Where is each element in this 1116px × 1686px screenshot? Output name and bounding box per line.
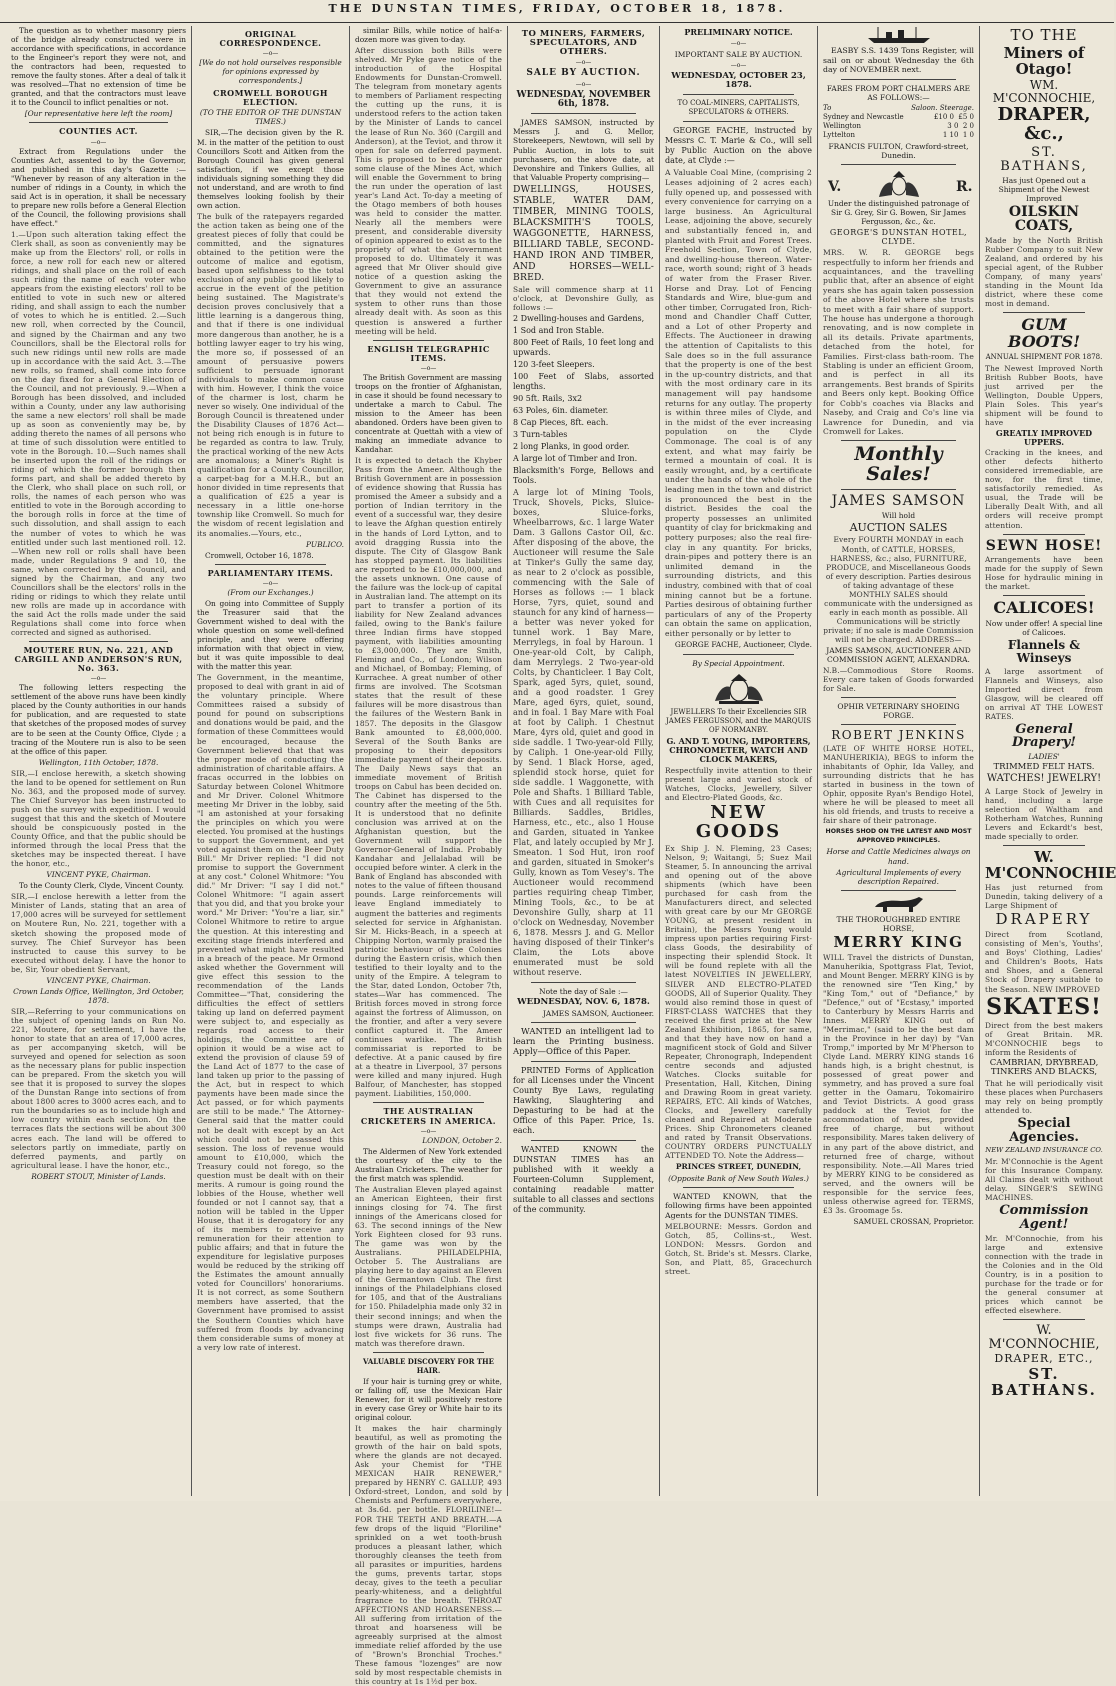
special-appointment: By Special Appointment. <box>692 658 785 668</box>
hair-body: If your hair is turning grey or white, or falling off, use the Mexican Hair Renewer, for it will positively restore in every case Grey or White hair to its original colour. <box>355 1376 502 1422</box>
thoroughbred: THE THOROUGHBRED ENTIRE HORSE, <box>836 914 961 933</box>
fache-body: GEORGE FACHE, instructed by Messrs C. T. Marie & Co., will sell by Public Auction on the above date, at Clyde :— <box>665 126 812 166</box>
draper-title: DRAPER, &c., <box>997 104 1091 145</box>
special-agencies: Special Agencies. <box>1009 1115 1079 1145</box>
gum-boots: GUM BOOTS! <box>1007 315 1081 352</box>
bridge-paragraph: The question as to whether masonry piers of the bridge already constructed were in accordance with specifications, in accordance to the Engineer's report they were not, and the contractors had been, requested to remove the faulty stones. After a deal of talk it was resolved—That no extension of time be granted, and that the contractors must leave it to the Council to inflict penalties or not. <box>11 26 186 108</box>
princes-street: PRINCES STREET, DUNEDIN, <box>675 1162 802 1172</box>
letter3-sign: ROBERT STOUT, Minister of Lands. <box>31 1171 166 1181</box>
miners-heading: TO MINERS, FARMERS, SPECULATORS, AND OTHERS. <box>521 29 646 58</box>
nz-insurance: NEW ZEALAND INSURANCE CO. <box>985 1146 1103 1155</box>
young-text: Respectfully invite attention to their present large and varied stock of Watches, Clocks, Jewellery, Silver and Electro-Plated Goods, &c. <box>665 765 812 802</box>
skates: SKATES! <box>986 993 1102 1020</box>
sale-caps: DWELLINGS, HOUSES, STABLE, WATER DAM, TIMBER, MINING TOOLS, BLACKSMITH'S TOOLS, WAGGONETTE, HARNESS, BILLIARD TABLE, SECOND-HAND IRON AND TIMBER, AND HORSES—WELL-BRED. <box>513 183 654 283</box>
masthead <box>0 0 1114 23</box>
letter1-text: SIR,—I enclose herewith, a sketch showing the land to be opened for settlement on Run No. 363, and the proposed mode of survey. The Chief Surveyor has been instructed to push on the survey with expedition. I would suggest that this and the sketch of Moutere should be conspicuously posted in the County Office, and that the public should be informed through the local Press that the sketches may be inspected thereat. I have the honor, etc., <box>11 768 186 869</box>
miners-of-otago: Miners of Otago! <box>1003 43 1085 78</box>
new-goods: NEW GOODS <box>695 802 782 842</box>
sale5-date: WEDNESDAY, OCTOBER 23, 1878. <box>671 71 806 91</box>
letter1-sign: VINCENT PYKE, Chairman. <box>46 870 151 880</box>
table-row: Wellington 3 0 2 0 <box>823 121 974 130</box>
flannels: Flannels & Winseys <box>1007 638 1081 665</box>
bank-note: (Opposite Bank of New South Wales.) <box>668 1173 809 1183</box>
gt-young: G. AND T. YOUNG, IMPORTERS, CHRONOMETER, WATCH AND CLOCK MAKERS, <box>666 735 811 764</box>
improved-uppers: GREATLY IMPROVED UPPERS. <box>995 428 1093 447</box>
letter2-sign: VINCENT PYKE, Chairman. <box>46 975 151 985</box>
to-clerk: To the County Clerk, Clyde, Vincent County. <box>19 881 184 891</box>
list-item: 2 long Planks, in good order. <box>513 441 630 451</box>
js-name: JAMES SAMSON <box>831 493 966 510</box>
bills-lead: similar Bills, while notice of half-a-dozen more was given to-day. <box>355 26 502 45</box>
cambrian: CAMBRIAN, DRYBREAD, TINKERS AND BLACKS, <box>989 1057 1099 1077</box>
rep-note: [Our representative here left the room] <box>24 109 173 119</box>
calicoes: CALICOES! <box>993 598 1095 618</box>
wm-mconnochie: WM. M'CONNOCHIE, <box>992 78 1096 105</box>
auction-text: Every FOURTH MONDAY in each Month, of CATTLE, HORSES, HARNESS, &c.; also, FURNITURE, PRODUCE, and Miscellaneous Goods of every description. Parties desirous of taking advantage of these MONTHLY SALES should communicate with the undersigned as early in each month as possible. All Communications will be strictly private; if no sale is made Commission will not be charged. ADDRESS— <box>823 535 974 644</box>
column-2: ORIGINAL CORRESPONDENCE. —o— [We do not hold ourselves responsible for opinions expressed by correspondents.] CROMWELL BOROUGH ELECTION. (TO THE EDITOR OF THE DUNSTAN TIMES.) SIR,—The decision given by the R. M. in the matter of the petition to oust Councillors Scott and Aitken from the Borough Council has given general satisfaction, if we except those individuals signing something they did not understand, and are wroth to find themselves looking foolish by their own action. The bulk of the ratepayers regarded the action taken as being one of the greatest pieces of folly that could be committed, and the signatures obtained to the petition were the outcome of malice and egotism, based upon selfishness to the total exclusion of any public good likely to accrue in the event of the petition being sustained. The Magistrate's decision proves conclusively that a little learning is a dangerous thing, and that if there is one individual more dangerous than another, he is a bottling lawyer eager to try his wing, the more so, if possessed of an amount of persuasive powers sufficient to persuade ignorant individuals to make common cause with him. However, I think the voice of the charmer is lost, charm he never so wisely. One individual of the Borough Council is threatened under the Disability Clauses of 1876 Act—not being rich enough is in future to be regarded as contra to law. Truly, the practical working of the new Acts are anomalous; a Miner's Right is qualification for a County Councillor, a carpet-bag for a M.H.R., but an honor divided in time represents that a qualification of £25 a year is necessary in a little one-horse township like Cromwell. So much for the wisdom of recent legislation and its anomalies.—Yours, etc., PUBLICO. Cromwell, October 16, 1878. PARLIAMENTARY ITEMS. —o— (From our Exchanges.) On going into Committee of Supply the Treasurer said that the Government wished to deal with the whole question on some well-defined principle, and they were offering information with that object in view, but it was quite impossible to deal with the matter this year. The Government, in the meantime, proposed to deal with grant in aid of the voluntary principle. Where Committees raised a subsidy of pound for pound on subscriptions and donations would be paid, and the formation of these Committees would be encouraged, because the Government believed that that was the proper mode of conducting the administration of charitable affairs. A fracas occurred in the lobbies on Saturday between Colonel Whitmore and Mr Driver. Colonel Whitmore meeting Mr Driver in the lobby, said "I am astonished at your forsaking the principles on which you were elected. You promised at the hustings to support the Government, and yet voted against them on the Beer Duty Bill." Mr Driver replied: "I did not promise to support the Government at any cost." Colonel Whitmore: "You did." Mr Driver: "I say I did not." Colonel Whitmore: "I again assert that you did, and that you broke your word." Mr Driver: "You're a liar, sir." Colonel Whitmore to retire to argue the question. At this interesting and exciting stage friends interfered and prevented what might have resulted in a breach of the peace. Mr Ormond asked whether the Government will give effect this session to the recommendation of the Lands Committee—"That, considering the difficulties the effect of settlers taking up land on deferred payment were subject to, and especially as regards road access to their holdings, the Committee are of opinion it would be a wise act to extend the provision of clause 59 of the Land Act of 1877 to the case of land taken up prior to the passing of the Act, but in respect to which payments have been made since the Act passed, or for which payments are still to be made." The Attorney-General said that the matter could not be dealt with except by an Act which could not be passed this session. The loss of revenue would amount to £10,000, which the Treasury could not forego, so the question must be dealt with on their merits. A rumour is going round the lobbies of the House, whether well founded or not I cannot say, that a notion will be tabled in the Upper House, that it is derogatory for any of its members to receive any remuneration for their attention to public affairs; and that in future the expenditure for legislative purposes would be reduced by the striking off the Estimates the amount annually voted for Councillors' honorariums. It is not correct, as some Southern members have asserted, that the Government have promised to assist the Southern Counties which have suffered from floods by advancing them considerable sums of money at a very low rate of interest. <box>192 26 350 1496</box>
parliament-heading: PARLIAMENTARY ITEMS. <box>207 567 334 578</box>
ophir-forge: OPHIR VETERINARY SHOEING FORGE. <box>837 702 960 721</box>
drapery: DRAPERY <box>995 910 1093 929</box>
counties-body: Extract from Regulations under the Counties Act, assented to by the Governor, and published in this day's Gazette :— "Whenever by reason of any alteration in the number of ridings in a County, in which the said Act is in operation, it shall be necessary to prepare new rolls before a General Election of the Council, the following provisions shall have effect." <box>11 146 186 228</box>
jewellers: JEWELLERS To their Excellencies SIR JAMES FERGUSSON, and the MARQUIS OF NORMANBY. <box>666 707 811 734</box>
hotel-patronage: Under the distinguished patronage of Sir G. Grey, Sir G. Bowen, Sir James Fergusson, &c., &c. <box>827 198 970 227</box>
fulton: FRANCIS FULTON, Crawford-street, Dunedin. <box>828 141 969 160</box>
steamship-icon <box>864 26 934 44</box>
agents-text: MELBOURNE: Messrs. Gordon and Gotch, 85, Collins-st., West. LONDON: Messrs. Gordon and Gotch, St. Bride's st. Messrs. Clarke, Son, and Platt, 85, Gracechurch street. <box>665 1222 812 1277</box>
important-sale: IMPORTANT SALE BY AUCTION. <box>674 50 803 60</box>
fares-table: To Saloon. Steerage. Sydney and Newcastle £10 0 £5 0 Wellington 3 0 2 0 Lyttelton 1 10 1 0 <box>823 103 974 139</box>
telegraphic-text: It is expected to detach the Khyber Pass from the Ameer. Although the British Government are in possession of evidence showing that Russia has promised the Ameer a subsidy and a portion of Indian territory in the event of a successful war, they desire to leave the Afghan question entirely in the hands of Lord Lytton, and to avoid dragging Russia into the dispute. The City of Glasgow Bank has stopped payment. Its liabilities are reported to be £10,000,000, and the assets unknown. One cause of the failure was the lock-up of capital in Australian land. The attempt on its part to transfer a portion of its liability for New Zealand advances failed, owing to the Bank's failure three Indian firms have stopped payment, with liabilities amounting to £3,000,000. They are Smith, Fleming and Co., of London; Wilson and Michael, of Bombay; Fleming, of Kurrachee. A great number of other firms are involved. The Scotsman states that the result of these failures will be more disastrous than the failures of the Western Bank in 1857. The deposits in the Glasgow Bank amounted to £8,000,000. Several of the South Banks are proposing to their depositors immediate payment of their deposits. The Daily News says that an immediate movement of British troops on Cabul has been decided on. The Cabinet has dispersed to the country after the meeting of the 5th. It is understood that no definite conclusion was arrived at on the Afghanistan question, but the Government will support the Governor-General of India. Probably Kandahar and Jellalabad will be occupied before winter. A clerk in the Bank of England has absconded with notes to the value of fifteen thousand pounds. Large reinforcements will leave England immediately to augment the batteries and regiments selected for service in Afghanistan. Sir M. Hicks-Beach, in a speech at Chipping Norton, warmly praised the patriotic behaviour of the Colonies during the Eastern crisis, which then testified to their loyalty and to the unity of the Empire. A telegram to the Star, dated London, October 7th, states—War has commenced. The British forces moved in strong force against the fortress of Alimusson, on the frontier, and after a very severe conflict captured it. The Ameer continues warlike. The British commissariat is reported to be defective. At a panic caused by fire at a theatre in Liverpool, 37 persons were killed and many injured. Hugh Balfour, of Manchester, has stopped payment. Liabilities, 150,000. <box>355 456 502 1099</box>
sale-body: JAMES SAMSON, instructed by Messrs J. and G. Mellor, Storekeepers, Newtown, will sell by Public Auction, in lots to suit purchasers, on the above date, at Devonshire and Tinkers Gullies, all that Valuable Property comprising— <box>513 118 654 182</box>
counties-text: 1.—Upon such alteration taking effect the Clerk shall, as soon as conveniently may be make up from the Electors' roll, or rolls in force, a new roll for each new or altered ridings, and shall place on the roll of each such riding the name of each voter who appears from the existing electors' roll to be entitled to vote in such new or altered riding, and shall assign to each the number of votes to which he is entitled. 2.—Such new roll, when corrected by the Council, and signed by the Chairman and any two Councillors, shall be the Electoral rolls for such new ridings until new rolls are made up in accordance with the said Act. 3.—The new rolls, so framed, shall come into force on the day fixed for a General Election of the Council, and not previously. 9.—When a Borough has been dissolved, and included within a County, under any law authorising the same a new electors' roll shall be made up as soon as conveniently may be, by adding thereto the names of all persons who at time of such dissolution were entitled to vote in the Borough. 10.—Such names shall be inserted upon the roll of the ridings or riding of which the former borough then forms part, and shall be added thereto by the Clerk, who shall place on such roll, or rolls, the names of each person who was entitled to vote in the Borough according to the borough rolls in force at the time of such dissolution, and shall assign to each the number of votes to which he was entitled under such last mentioned roll. 12.—When new roll or rolls shall have been made, under Regulations 9 and 10, the same, when corrected by the Council, and signed by the Chairman, and any two Councillors shall be the electors' rolls in the riding or ridings to which they relate until new rolls are made up in accordance with the said Act the rolls made under the said Regulations shall come into force when corrected and signed as authorised. <box>11 229 186 638</box>
coal-miners-heading: TO COAL-MINERS, CAPITALISTS, SPECULATORS & OTHERS. <box>677 99 800 117</box>
list-item: 800 Feet of Rails, 10 feet long and upwards. <box>513 337 654 357</box>
horse-icon <box>869 895 929 913</box>
cromwell-sign: PUBLICO. <box>306 539 344 549</box>
hotel-text: MRS. W. R. GEORGE begs respectfully to inform her friends and acquaintances, and the travelling public that, after an absence of eight years she has again taken possession of the above Hotel where she trusts to meet with a fair share of support. The house has undergone a thorough renovating, and is now complete in all its details. Private apartments, detached from the hotel, for Families. First-class bath-room. The Stabling is under an efficient Groom, and is perfect in all its arrangements. Best brands of Spirits and Beers only kept. Booking Office for Cobb's coaches via Blacks and Naseby, and Craig and Co's line via Lawrence for Dunedin, and via Cromwell for Lakes. <box>823 248 974 436</box>
masthead-title: THE DUNSTAN TIMES, FRIDAY, OCTOBER 18, 1878. <box>328 2 786 15</box>
moutere-heading: MOUTERE RUN, No. 221, AND CARGILL AND ANDERSON'S RUN, No. 363. <box>14 645 183 674</box>
sale-extra-items: A large lot of Mining Tools, Truck, Shovels, Picks, Sluice-boxes, Sluice-forks, Wheelbarrows, &c. 1 large Water Dam. 3 Gallons Castor Oil, &c. After disposing of the above, the Auctioneer will resume the Sale at Tinker's Gully the same day, as near to 2 o'clock as possible, commencing with the Sale of Horses as follows :— 1 black Horse, 7yrs, quiet, sound and staunch for any kind of harness—a better was never yoked for tunnel work. 1 Bay Mare, Merrylegs, in foal by Haroun. 1 One-year-old Colt, by Caliph, dam Merrylegs. 2 Two-year-old Colts, by Chanticleer. 1 Bay Colt, Spark, aged 5yrs, quiet, sound, and a good roadster. 1 Grey Mare, aged 6yrs, quiet, sound, and in foal. 1 Bay Mare with Foal at foot by Caliph. 1 Chestnut Mare, 4yrs old, quiet and good in side saddle. 1 Two-year-old Filly, by Caliph. 1 One-year-old Filly, by Send. 1 Black Horse, aged, splendid stock horse, quiet for side saddle. 1 Waggonette, with Pole and Shafts. 1 Billiard Table, with Cues and all requisites for Billiards. Saddles, Bridles, Harness, etc., etc., also 1 House and Garden, situated in Yankee Flat, and lately occupied by Mr J. Smeaton. 1 Sod Hut, iron roof and garden, situated in Smoker's Gully, known as Tom Vesey's. The Auctioneer would recommend parties requiring cheap Timber, Mining Tools, &c., to be at Devonshire Gully, sharp at 11 o'clock on Wednesday, November 6, 1878. Messrs J. and G. Mellor having disposed of their Tinker's Claim, the Lots above enumerated must be sold without reserve. <box>513 487 654 977</box>
sewn-hose: SEWN HOSE! <box>985 537 1103 554</box>
cricket-date: LONDON, October 2. <box>422 1135 502 1145</box>
parliament-text: The Government, in the meantime, proposed to deal with grant in aid of the voluntary principle. Where Committees raised a subsidy of pound for pound on subscriptions and donations would be paid, and the formation of these Committees would be encouraged, because the Government believed that that was the proper mode of conducting the administration of charitable affairs. A fracas occurred in the lobbies on Saturday between Colonel Whitmore and Mr Driver. Colonel Whitmore meeting Mr Driver in the lobby, said "I am astonished at your forsaking the principles on which you were elected. You promised at the hustings to support the Government, and yet voted against them on the Beer Duty Bill." Mr Driver replied: "I did not promise to support the Government at any cost." Colonel Whitmore: "You did." Mr Driver: "I say I did not." Colonel Whitmore: "I again assert that you did, and that you broke your word." Mr Driver: "You're a liar, sir." Colonel Whitmore to retire to argue the question. At this interesting and exciting stage friends interfered and prevented what might have resulted in a breach of the peace. Mr Ormond asked whether the Government will give effect this session to the recommendation of the Lands Committee—"That, considering the difficulties the effect of settlers taking up land on deferred payment were subject to, and especially as regards road access to their holdings, the Committee are of opinion it would be a wise act to extend the provision of clause 59 of the Land Act of 1877 to the case of land taken up prior to the passing of the Act, but in respect to which payments have been made since the Act passed, or for which payments are still to be made." The Attorney-General said that the matter could not be dealt with except by an Act which could not be passed this session. The loss of revenue would amount to £10,000, which the Treasury could not forego, so the question must be dealt with on their merits. A rumour is going round the lobbies of the House, whether well founded or not I cannot say, that a notion will be tabled in the Upper House, that it is derogatory for any of its members to receive any remuneration for their attention to public affairs; and that in future the expenditure for legislative purposes would be reduced by the striking off the Estimates the amount annually voted for Councillors' honorariums. It is not correct, as some Southern members have asserted, that the Government have promised to assist the Southern Counties which have suffered from floods by advancing them considerable sums of money at a very low rate of interest. <box>197 673 345 1352</box>
list-item: 90 5ft. Rails, 3x2 <box>513 393 583 403</box>
column-1: The question as to whether masonry piers of the bridge already constructed were in accordance with specifications, in accordance to the Engineer's report they were not, and the contractors had been, requested to remove the faulty stones. After a deal of talk it was resolved—That no extension of time be granted, and that the contractors must leave it to the Council to inflict penalties or not. [Our representative here left the room] COUNTIES ACT. —o— Extract from Regulations under the Counties Act, assented to by the Governor, and published in this day's Gazette :— "Whenever by reason of any alteration in the number of ridings in a County, in which the said Act is in operation, it shall be necessary to prepare new rolls before a General Election of the Council, the following provisions shall have effect." 1.—Upon such alteration taking effect the Clerk shall, as soon as conveniently may be make up from the Electors' roll, or rolls in force, a new roll for each new or altered ridings, and shall place on the roll of each such riding the name of each voter who appears from the existing electors' roll to be entitled to vote in such new or altered riding, and shall assign to each the number of votes to which he is entitled. 2.—Such new roll, when corrected by the Council, and signed by the Chairman and any two Councillors, shall be the Electoral rolls for such new ridings until new rolls are made up in accordance with the said Act. 3.—The new rolls, so framed, shall come into force on the day fixed for a General Election of the Council, and not previously. 9.—When a Borough has been dissolved, and included within a County, under any law authorising the same a new electors' roll shall be made up as soon as conveniently may be, by adding thereto the names of all persons who at time of such dissolution were entitled to vote in the Borough. 10.—Such names shall be inserted upon the roll of the ridings or riding of which the former borough then forms part, and shall be added thereto by the Clerk, who shall place on such roll, or rolls, the names of each person who was entitled to vote in the Borough according to the borough rolls in force at the time of such dissolution, and shall assign to each the number of votes to which he was entitled under such last mentioned roll. 12.—When new roll or rolls shall have been made, under Regulations 9 and 10, the same, when corrected by the Council, and signed by the Chairman, and any two Councillors shall be the electors' rolls in the riding or ridings to which they relate until new rolls are made up in accordance with the said Act the rolls made under the said Regulations shall come into force when corrected and signed as authorised. MOUTERE RUN, No. 221, AND CARGILL AND ANDERSON'S RUN, No. 363. —o— The following letters respecting the settlement of the above runs have been kindly placed by the County authorities in our hands for publication, and are requested to state that sketches of the proposed modes of survey are to be seen at the County Office, Clyde ; a tracing of the Moutere run is also to be seen at the office of this paper. Wellington, 11th October, 1878. SIR,—I enclose herewith, a sketch showing the land to be opened for settlement on Run No. 363, and the proposed mode of survey. The Chief Surveyor has been instructed to push on the survey with expedition. I would suggest that this and the sketch of Moutere should be conspicuously posted in the County Office, and that the public should be informed through the local Press that the sketches may be inspected thereat. I have the honor, etc., VINCENT PYKE, Chairman. To the County Clerk, Clyde, Vincent County. SIR,—I enclose herewith a letter from the Minister of Lands, stating that an area of 17,000 acres will be surveyed for settlement on Moutere Run, No. 221, together with a sketch showing the proposed mode of survey. The Chief Surveyor has been instructed to cause this survey to be executed without delay. I have the honor to be, Sir, Your obedient Servant, VINCENT PYKE, Chairman. Crown Lands Office, Wellington, 3rd October, 1878. SIR,—Referring to your communications on the subject of opening lands on Run No. 221, Moutere, for settlement, I have the honor to state that an area of 17,000 acres, as per accompanying sketch, will be surveyed and opened for selection as soon as the necessary plans for public inspection can be prepared. From the sketch you will see that it is proposed to survey the slopes of the Dunstan Range into sections of from about 1800 acres to 3000 acres each, and to run the boundaries so as to include high and low country within each section. On the terraces flats the sections will be about 300 acres each. The land will be offered to selectors partly on immediate, partly on deferred payments, and partly on agricultural lease. I have the honor, etc., ROBERT STOUT, Minister of Lands. <box>6 26 192 1496</box>
hair-heading: VALUABLE DISCOVERY FOR THE HAIR. <box>362 1356 495 1375</box>
wm-mconnochie-3: W. M'CONNOCHIE, <box>988 1323 1100 1352</box>
cromwell-body: SIR,—The decision given by the R. M. in the matter of the petition to oust Councillors Scott and Aitken from the Borough Council has given general satisfaction, if we except those individuals signing something they did not understand, and are wroth to find themselves looking foolish by their own action. <box>197 128 344 210</box>
felt-hats: TRIMMED FELT HATS. <box>993 762 1095 773</box>
commission-agent: Commission Agent! <box>999 1203 1089 1233</box>
correspondence-heading: ORIGINAL CORRESPONDENCE. <box>219 29 322 49</box>
st-bathans: ST. BATHANS, <box>1000 145 1088 174</box>
easby-notice: EASBY S.S. 1439 Tons Register, will sail on or about Wednesday the 6th day of NOVEMBER next. <box>823 46 974 75</box>
samson-note: N.B.—Commodious Store Rooms. Every care taken of Goods forwarded for Sale. <box>823 666 974 694</box>
to-editor: (TO THE EDITOR OF THE DUNSTAN TIMES.) <box>199 108 342 127</box>
hair-text: It makes the hair charmingly beautiful, as well as promoting the growth of the hair on bald spots, where the glands are not decayed. Ask your Chemist for "THE MEXICAN HAIR RENEWER," prepared by HENRY C. GALLUP, 493 Oxford-street, London, and sold by Chemists and Perfumers everywhere, at 3s.6d. per bottle. FLORILINE!—FOR THE TEETH AND BREATH.—A few drops of the liquid "Floriline" sprinkled on a wet tooth-brush produces a pleasant lather, which thoroughly cleanses the teeth from all parasites or impurities, hardens the gums, prevents tartar, stops decay, gives to the teeth a peculiar pearly-whiteness, and a delightful fragrance to the breath. THROAT AFFECTIONS AND HOARSENESS.—All suffering from irritation of the throat and hoarseness will be agreeably surprised at the almost immediate relief afforded by the use of "Brown's Bronchial Troches." These famous "lozenges" are now sold by most respectable chemists in this country at 1s 1½d per box. <box>355 1424 502 1686</box>
draper-etc: DRAPER, ETC., <box>994 1352 1094 1366</box>
crossan: SAMUEL CROSSAN, Proprietor. <box>853 1216 974 1226</box>
wanted-lad: WANTED an intelligent lad to learn the Printing business. Apply—Office of this Paper. <box>513 1026 654 1057</box>
cricket-body: The Aldermen of New York extended the courtesy of the city to the Australian Cricketers. The weather for the first match was splendid. <box>355 1146 502 1183</box>
sale-start: Sale will commence sharp at 11 o'clock, at Devonshire Gully, as follows :— <box>513 284 654 312</box>
fache-sign: GEORGE FACHE, Auctioneer, Clyde. <box>674 640 812 650</box>
bills-text: After discussion both Bills were shelved. Mr Pyke gave notice of the introduction of the Hospital Endowments for Dunstan-Cromwell. The telegram from monetary agents to members of Parliament respecting the cutting up the runs, it is understood refers to the action taken by the Minister of Lands to cancel the lease of Run No. 360 (Cargill and Anderson), at the Teviot, and throw it open for sale on deferred payment. This is proposed to be done under some clause of the Mines Act, which will enable the Government to bring the run under the operation of last year's Land Act. To-day a meeting of the Otago members of both houses was held to consider the matter. Nearly all the members were present, and considerable diversity of opinion appeared to exist as to the propriety of what the Government proposed to do. Ultimately it was agreed that Mr Oliver should give notice of a question asking the Government to give an assurance that they would not extend the system to other runs than those already dealt with. As soon as this question is answered a further meeting will be held. <box>355 46 502 336</box>
shipment-text: Has just Opened out a Shipment of the Newest Improved <box>998 175 1090 203</box>
annual-shipment: ANNUAL SHIPMENT FOR 1878. <box>985 352 1103 361</box>
counties-heading: COUNTIES ACT. <box>59 126 138 137</box>
telegraphic-heading: ENGLISH TELEGRAPHIC ITEMS. <box>367 343 490 363</box>
samson-address: JAMES SAMSON, AUCTIONEER AND COMMISSION AGENT, ALEXANDRA. <box>826 646 971 665</box>
list-item: 1 Sod and Iron Stable. <box>513 325 605 335</box>
table-row: Sydney and Newcastle £10 0 £5 0 <box>823 112 974 121</box>
list-item: 3 Turn-tables <box>513 429 568 439</box>
to-the: TO THE <box>1010 26 1078 44</box>
new-goods-text: Ex Ship J. N. Fleming, 23 Cases; Nelson, 9; Waitangi, 5; Suez Mail Steamer, 5. In announcing the arrival and opening out of the above shipments (which have been purchased for cash from the Manufacturers direct, and selected with great care by our Mr GEORGE YOUNG, at present resident in Britain), the Messrs Young would impress upon parties requiring First-class Goods, the desirability of inspecting their splendid Stock. It will be found replete with all the latest NOVELTIES IN JEWELLERY, SILVER AND ELECTRO-PLATED GOODS, All of Superior Quality. They would also remind those in quest of FIRST-CLASS WATCHES that they received the first prize at the New Zealand Exhibition, 1865, for same, and that they have now on hand a magnificent stock of Gold and Silver Repeater, Chronograph, Independent centre seconds and adjusted Watches. Clocks suitable for Presentation, Hall, Kitchen, Dining and Drawing Room in great variety. REPAIRS, ETC. All kinds of Watches, Clocks, and Jewellery carefully cleaned and Repaired at Moderate Prices. Ship Chronometers cleaned and rated by Transit Observations. COUNTRY ORDERS PUNCTUALLY ATTENDED TO. Note the Address— <box>665 843 812 1161</box>
list-item: Blacksmith's Forge, Bellows and Tools. <box>513 465 654 485</box>
vr-crest-icon <box>824 169 974 199</box>
note-date: WEDNESDAY, NOV. 6, 1878. <box>517 996 650 1007</box>
cricket-heading: THE AUSTRALIAN CRICKETERS IN AMERICA. <box>360 1106 497 1126</box>
prelim-notice: PRELIMINARY NOTICE. <box>684 27 793 37</box>
list-item: 2 Dwelling-houses and Gardens, <box>513 313 645 323</box>
svg-text:V.: V. <box>827 178 841 195</box>
hotel-title: GEORGE'S DUNSTAN HOTEL, CLYDE. <box>829 228 968 247</box>
letter2-text: SIR,—I enclose herewith a letter from the Minister of Lands, stating that an area of 17,000 acres will be surveyed for settlement on Moutere Run, No. 221, together with a sketch showing the proposed mode of survey. The Chief Surveyor has been instructed to cause this survey to be executed without delay. I have the honor to be, Sir, Your obedient Servant, <box>11 892 186 974</box>
column-7: TO THE Miners of Otago! WM. M'CONNOCHIE, DRAPER, &c., ST. BATHANS, Has just Opened out a Shipment of the Newest Improved OILSKIN COATS, Made by the North British Rubber Company to suit New Zealand, and ordered by his special agent, of the Rubber Company, of many years' standing in the Mount Ida district, where these come most in demand. GUM BOOTS! ANNUAL SHIPMENT FOR 1878. The Newest Improved North British Rubber Boots, have just arrived per the Wellington, Double Uppers, Plain Soles. This year's shipment will be found to have GREATLY IMPROVED UPPERS. Cracking in the knees, and other defects hitherto considered irremediable, are now, for the first time, satisfactorily remedied. As usual, the Trade will be Liberally Dealt With, and all orders will receive prompt attention. SEWN HOSE! Arrangements have been made for the supply of Sewn Hose for hydraulic mining in the market. CALICOES! Now under offer! A special line of Calicoes. Flannels & Winseys A large assortment of Flannels and Winseys, also Imported direct from Glasgow, will be cleared off on arrival AT THE LOWEST RATES. General Drapery! LADIES' TRIMMED FELT HATS. WATCHES! JEWELRY! A Large Stock of Jewelry in hand, including a large selection of Waltham and Rotherham Watches, Running Levers and Eckardt's best, made specially to order. W. M'CONNOCHIE Has just returned from Dunedin, taking delivery of a Large Shipment of DRAPERY Direct from Scotland, consisting of Men's, Youths', and Boys' Clothing, Ladies' and Children's Boots, Hats and Shoes, and a General Stock of Drapery suitable to the Season. NEW IMPROVED SKATES! Direct from the best makers of Great Britain. MR. M'CONNOCHIE begs to inform the Residents of CAMBRIAN, DRYBREAD, TINKERS AND BLACKS, That he will periodically visit these places when Purchasers may rely on being promptly attended to. Special Agencies. NEW ZEALAND INSURANCE CO. Mr. M'Connochie is the Agent for this Insurance Company. All Claims dealt with without delay. SINGER'S SEWING MACHINES. Commission Agent! Mr. M'Connochie, from his large and extensive connection with the trade in the Colonies and in the Old Country, is in a position to purchase for the trade or for the general consumer at prices which cannot be effected elsewhere. W. M'CONNOCHIE, DRAPER, ETC., ST. BATHANS. <box>985 26 1116 1399</box>
parliament-body: On going into Committee of Supply the Treasurer said that the Government wished to deal with the whole question on some well-defined principle, and they were offering information with that object in view, but it was quite impossible to deal with the matter this year. <box>197 598 344 672</box>
letter3-text: SIR,—Referring to your communications on the subject of opening lands on Run No. 221, Moutere, for settlement, I have the honor to state that an area of 17,000 acres, as per accompanying sketch, will be surveyed and opened for selection as soon as the necessary plans for public inspection can be prepared. From the sketch you will see that it is proposed to survey the slopes of the Dunstan Range into sections of from about 1800 acres to 3000 acres each, and to run the boundaries so as to include high and low country within each section. On the terraces flats the sections will be about 300 acres each. The land will be offered to selectors partly on immediate, partly on deferred payments, and partly on agricultural lease. I have the honor, etc., <box>11 1006 186 1170</box>
column-3: similar Bills, while notice of half-a-dozen more was given to-day. After discussion both Bills were shelved. Mr Pyke gave notice of the introduction of the Hospital Endowments for Dunstan-Cromwell. The telegram from monetary agents to members of Parliament respecting the cutting up the runs, it is understood refers to the action taken by the Minister of Lands to cancel the lease of Run No. 360 (Cargill and Anderson), at the Teviot, and throw it open for sale on deferred payment. This is proposed to be done under some clause of the Mines Act, which will enable the Government to bring the run under the operation of last year's Land Act. To-day a meeting of the Otago members of both houses was held to consider the matter. Nearly all the members were present, and considerable diversity of opinion appeared to exist as to the propriety of what the Government proposed to do. Ultimately it was agreed that Mr Oliver should give notice of a question asking the Government to give an assurance that they would not extend the system to other runs than those already dealt with. As soon as this question is answered a further meeting will be held. ENGLISH TELEGRAPHIC ITEMS. —o— The British Government are massing troops on the frontier of Afghanistan, in case it should be found necessary to undertake a march to Cabul. The mission to the Ameer has been abandoned. Orders have been given to concentrate at Quettah with a view of making an immediate advance to Kandahar. It is expected to detach the Khyber Pass from the Ameer. Although the British Government are in possession of evidence showing that Russia has promised the Ameer a subsidy and a portion of Indian territory in the event of a successful war, they desire to leave the Afghan question entirely in the hands of Lord Lytton, and to avoid dragging Russia into the dispute. The City of Glasgow Bank has stopped payment. Its liabilities are reported to be £10,000,000, and the assets unknown. One cause of the failure was the lock-up of capital in Australian land. The attempt on its part to transfer a portion of its liability for New Zealand advances failed, owing to the Bank's failure three Indian firms have stopped payment, with liabilities amounting to £3,000,000. They are Smith, Fleming and Co., of London; Wilson and Michael, of Bombay; Fleming, of Kurrachee. A great number of other firms are involved. The Scotsman states that the result of these failures will be more disastrous than the failures of the Western Bank in 1857. The deposits in the Glasgow Bank amounted to £8,000,000. Several of the South Banks are proposing to their depositors immediate payment of their deposits. The Daily News says that an immediate movement of British troops on Cabul has been decided on. The Cabinet has dispersed to the country after the meeting of the 5th. It is understood that no definite conclusion was arrived at on the Afghanistan question, but the Government will support the Governor-General of India. Probably Kandahar and Jellalabad will be occupied before winter. A clerk in the Bank of England has absconded with notes to the value of fifteen thousand pounds. Large reinforcements will leave England immediately to augment the batteries and regiments selected for service in Afghanistan. Sir M. Hicks-Beach, in a speech at Chipping Norton, warmly praised the patriotic behaviour of the Colonies during the Eastern crisis, which then testified to their loyalty and to the unity of the Empire. A telegram to the Star, dated London, October 7th, states—War has commenced. The British forces moved in strong force against the fortress of Alimusson, on the frontier, and after a very severe conflict captured it. The Ameer continues warlike. The British commissariat is reported to be defective. At a panic caused by fire at a theatre in Liverpool, 37 persons were killed and many injured. Hugh Balfour, of Manchester, has stopped payment. Liabilities, 150,000. THE AUSTRALIAN CRICKETERS IN AMERICA. —o— LONDON, October 2. The Aldermen of New York extended the courtesy of the city to the Australian Cricketers. The weather for the first match was splendid. The Australian Eleven played against an American Eighteen, their first innings closing for 74. The first innings of the Americans closed for 63. The second innings of the New York Eighteen closed for 93 runs. The game was won by the Australians. PHILADELPHIA, October 5. The Australians are playing here to day against an Eleven of the Germantown Club. The first innings of the Philadelphians closed for 105, and that of the Australians for 150. Philadelphia made only 32 in their second innings; and when the stumps were drawn, Australia had lost five wickets for 36 runs. The match was therefore drawn. VALUABLE DISCOVERY FOR THE HAIR. If your hair is turning grey or white, or falling off, use the Mexican Hair Renewer, for it will positively restore in every case Grey or White hair to its original colour. It makes the hair charmingly beautiful, as well as promoting the growth of the hair on bald spots, where the glands are not decayed. Ask your Chemist for "THE MEXICAN HAIR RENEWER," prepared by HENRY C. GALLUP, 493 Oxford-street, London, and sold by Chemists and Perfumers everywhere, at 3s.6d. per bottle. FLORILINE!—FOR THE TEETH AND BREATH.—A few drops of the liquid "Floriline" sprinkled on a wet tooth-brush produces a pleasant lather, which thoroughly cleanses the teeth from all parasites or impurities, hardens the gums, prevents tartar, stops decay, gives to the teeth a peculiar pearly-whiteness, and a delightful fragrance to the breath. THROAT AFFECTIONS AND HOARSENESS.—All suffering from irritation of the throat and hoarseness will be agreeably surprised at the almost immediate relief afforded by the use of "Brown's Bronchial Troches." These famous "lozenges" are now sold by most respectable chemists in this country at 1s 1½d per box. <box>350 26 508 1496</box>
cromwell-text: The bulk of the ratepayers regarded the action taken as being one of the greatest pieces of folly that could be committed, and the signatures obtained to the petition were the outcome of malice and egotism, based upon selfishness to the total exclusion of any public good likely to accrue in the event of the petition being sustained. The Magistrate's decision proves conclusively that a little learning is a dangerous thing, and that if there is one individual more dangerous than another, he is a bottling lawyer eager to try his wing, the more so, if possessed of an amount of persuasive powers sufficient to persuade ignorant individuals to make common cause with him. However, I think the voice of the charmer is lost, charm he never so wisely. One individual of the Borough Council is threatened under the Disability Clauses of 1876 Act—not being rich enough is in future to be regarded as contra to law. Truly, the practical working of the new Acts are anomalous; a Miner's Right is qualification for a County Councillor, a carpet-bag for a M.H.R., but an honor divided in time represents that a qualification of £25 a year is necessary in a little one-horse township like Cromwell. So much for the wisdom of recent legislation and its anomalies.—Yours, etc., <box>197 211 344 538</box>
column-6: EASBY S.S. 1439 Tons Register, will sail on or about Wednesday the 6th day of NOVEMBER next. FARES FROM PORT CHALMERS ARE AS FOLLOWS:— To Saloon. Steerage. Sydney and Newcastle £10 0 £5 0 Wellington 3 0 2 0 Lyttelton 1 10 1 0 FRANCIS FULTON, Crawford-street, Dunedin. V. R. Under the distinguished patronage of Sir G. Grey, Sir G. Bowen, Sir James Fergusson, &c., &c. GEORGE'S DUNSTAN HOTEL, CLYDE. MRS. W. R. GEORGE begs respectfully to inform her friends and acquaintances, and the travelling public that, after an absence of eight years she has again taken possession of the above Hotel where she trusts to meet with a fair share of support. The house has undergone a thorough renovating, and is now complete in all its details. Private apartments, detached from the hotel, for Families. First-class bath-room. The Stabling is under an efficient Groom, and is perfect in all its arrangements. Best brands of Spirits and Beers only kept. Booking Office for Cobb's coaches via Blacks and Naseby, and Craig and Co's line via Lawrence for Dunedin, and via Cromwell for Lakes. Monthly Sales! JAMES SAMSON Will hold AUCTION SALES Every FOURTH MONDAY in each Month, of CATTLE, HORSES, HARNESS, &c.; also, FURNITURE, PRODUCE, and Miscellaneous Goods of every description. Parties desirous of taking advantage of these MONTHLY SALES should communicate with the undersigned as early in each month as possible. All Communications will be strictly private; if no sale is made Commission will not be charged. ADDRESS— JAMES SAMSON, AUCTIONEER AND COMMISSION AGENT, ALEXANDRA. N.B.—Commodious Store Rooms. Every care taken of Goods forwarded for Sale. OPHIR VETERINARY SHOEING FORGE. ROBERT JENKINS (LATE OF WHITE HORSE HOTEL, MANUHERIKIA), BEGS to inform the inhabitants of Ophir, Ida Valley, and surrounding districts that he has started in business in the town of Ophir, opposite Ryan's Bendigo Hotel, where he will be pleased to meet all his old friends, and trusts to receive a fair share of their patronage. HORSES SHOD ON THE LATEST AND MOST APPROVED PRINCIPLES. Horse and Cattle Medicines always on hand. Agricultural Implements of every description Repaired. THE THOROUGHBRED ENTIRE HORSE, MERRY KING WILL Travel the districts of Dunstan, Manuherikia, Spottgrass Flat, Teviot, and Mount Benger. MERRY KING is by the renowned sire "Ten King," by "King Tom," out of "Defiance," by "Defence," out of "Ecstasy," imported to Canterbury by Messrs Harris and Innes. MERRY KING out of "Merrimac," (said to be the best dam in the Province in her day) by "Van Tromp," imported by Mr M'Pherson to Clyde Land. MERRY KING stands 16 hands high, is a bright chestnut, is possessed of great power and symmetry, and has proved a sure foal getter in the Oamaru, Tokomairiro and Teviot Districts. A good grass paddock at the Teviot for the accommodation of mares, provided free of charge, but without responsibility. Mares taken delivery of in any part of the above district, and returned free of charge, without responsibility. Note.—All Mares tried by MERRY KING to be considered as served, and the owners will be responsible for the service fees, unless otherwise agreed for. TERMS, £3 3s. Groomage 5s. SAMUEL CROSSAN, Proprietor. <box>818 26 980 1496</box>
wanted-known-agents: WANTED KNOWN, that the following firms have been appointed Agents for the DUNSTAN TIMES. <box>665 1191 812 1220</box>
jenkins-text: (LATE OF WHITE HORSE HOTEL, MANUHERIKIA), BEGS to inform the inhabitants of Ophir, Ida Valley, and surrounding districts that he has started in business in the town of Ophir, opposite Ryan's Bendigo Hotel, where he will be pleased to meet all his old friends, and trusts to receive a fair share of their patronage. <box>823 743 974 826</box>
sale-items <box>513 314 654 486</box>
parliament-source: (From our Exchanges.) <box>227 587 314 597</box>
royal-crest-icon <box>709 671 769 705</box>
printed-forms: PRINTED Forms of Application for all Licenses under the Vincent County Bye Laws, regulating Hawking, Slaughtering and Depasturing to be had at the Office of this Paper. Price, 1s. each. <box>513 1065 654 1135</box>
list-item: 8 Cap Pieces, 8ft. each. <box>513 417 609 427</box>
list-item: A large lot of Timber and Iron. <box>513 453 638 463</box>
fares-heading: FARES FROM PORT CHALMERS ARE AS FOLLOWS:— <box>826 83 971 102</box>
list-item: 100 Feet of Slabs, assorted lengths. <box>513 371 654 391</box>
general-drapery: General Drapery! <box>1011 721 1077 751</box>
cromwell-date: Cromwell, October 16, 1878. <box>205 550 314 560</box>
columns <box>6 26 1116 1686</box>
merry-king: MERRY KING <box>833 932 964 951</box>
wanted-known: WANTED KNOWN the DUNSTAN TIMES has an published with it weekly a Fourteen-Column Supplement, containing readable matter suitable to all classes and sections of the community. <box>513 1144 654 1214</box>
monthly-sales: Monthly Sales! <box>854 443 943 486</box>
list-item: 63 Poles, 6in. diameter. <box>513 405 609 415</box>
note-day: Note the day of Sale :— <box>539 986 628 996</box>
sale-date: WEDNESDAY, NOVEMBER 6th, 1878. <box>516 90 651 110</box>
robert-jenkins: ROBERT JENKINS <box>831 728 966 743</box>
svg-text:R.: R. <box>955 178 973 195</box>
cromwell-heading: CROMWELL BOROUGH ELECTION. <box>213 88 328 108</box>
auction-sales: AUCTION SALES <box>849 520 948 534</box>
column-5: PRELIMINARY NOTICE. —o— IMPORTANT SALE BY AUCTION. —o— WEDNESDAY, OCTOBER 23, 1878. TO COAL-MINERS, CAPITALISTS, SPECULATORS & OTHERS. GEORGE FACHE, instructed by Messrs C. T. Marie & Co., will sell by Public Auction on the above date, at Clyde :— A Valuable Coal Mine, (comprising 2 Leases adjoining of 2 acres each) fully opened up, and possessed with every convenience for carrying on a large business. An Agricultural Lease, adjoining the above, securely and substantially fenced in, and planted with Fruit and Forest Trees. Freehold Section, Town of Clyde, and dwelling-house thereon. Water-race, worth sound; right of 3 heads of water from the Fraser River. Horse and Dray. Lot of Fencing Standards and Wire, blue-gum and other timber, Corrugated Iron, Rich-mond and Chandler Chaff Cutter, and a Lot of other Property and Effects. The Auctioneer in drawing the attention of Capitalists to this Sale does so in the full assurance that the property is one of the best in the up-country districts, and that with the most ordinary care in its management will pay handsome returns for any outlay. The property is within three miles of Clyde, and in the midst of the ever increasing population on the Clyde Commonage. The coal is of any extent, and what may fairly be termed a mountain of coal. It is easily wrought, and, by a certificate under the hands of the whole of the leading men in the town and district is pronounced the best in the district. Besides the coal the property possesses an unlimited quantity of clay for brickmaking and pottery purposes; also the real fire-clay in any quantity. For bricks, drain-pipes and pottery there is an unlimited demand in the surrounding districts, and this industry, combined with that of coal mining cannot but be a fortune. Parties desirous of obtaining further particulars of any of the Property can obtain the same on application, either personally or by letter to GEORGE FACHE, Auctioneer, Clyde. By Special Appointment. JEWELLERS To their Excellencies SIR JAMES FERGUSSON, and the MARQUIS OF NORMANBY. G. AND T. YOUNG, IMPORTERS, CHRONOMETER, WATCH AND CLOCK MAKERS, Respectfully invite attention to their present large and varied stock of Watches, Clocks, Jewellery, Silver and Electro-Plated Goods, &c. NEW GOODS Ex Ship J. N. Fleming, 23 Cases; Nelson, 9; Waitangi, 5; Suez Mail Steamer, 5. In announcing the arrival and opening out of the above shipments (which have been purchased for cash from the Manufacturers direct, and selected with great care by our Mr GEORGE YOUNG, at present resident in Britain), the Messrs Young would impress upon parties requiring First-class Goods, the desirability of inspecting their splendid Stock. It will be found replete with all the latest NOVELTIES IN JEWELLERY, SILVER AND ELECTRO-PLATED GOODS, All of Superior Quality. They would also remind those in quest of FIRST-CLASS WATCHES that they received the first prize at the New Zealand Exhibition, 1865, for same, and that they have now on hand a magnificent stock of Gold and Silver Repeater, Chronograph, Independent centre seconds and adjusted Watches. Clocks suitable for Presentation, Hall, Kitchen, Dining and Drawing Room in great variety. REPAIRS, ETC. All kinds of Watches, Clocks, and Jewellery carefully cleaned and Repaired at Moderate Prices. Ship Chronometers cleaned and rated by Transit Observations. COUNTRY ORDERS PUNCTUALLY ATTENDED TO. Note the Address— PRINCES STREET, DUNEDIN, (Opposite Bank of New South Wales.) WANTED KNOWN, that the following firms have been appointed Agents for the DUNSTAN TIMES. MELBOURNE: Messrs. Gordon and Gotch, 85, Collins-st., West. LONDON: Messrs. Gordon and Gotch, St. Bride's st. Messrs. Clarke, Son, and Platt, 85, Gracechurch street. <box>660 26 818 1496</box>
list-item: 120 3-feet Sleepers. <box>513 359 595 369</box>
horses-shod: HORSES SHOD ON THE LATEST AND MOST APPROVED PRINCIPLES. <box>825 828 972 845</box>
watches: WATCHES! JEWELRY! <box>986 773 1102 785</box>
wm-mconnochie-2: W. M'CONNOCHIE <box>985 847 1116 882</box>
st-bathans-2: ST. BATHANS. <box>991 1364 1097 1399</box>
letter3-date: Crown Lands Office, Wellington, 3rd October, 1878. <box>13 986 184 1005</box>
moutere-body: The following letters respecting the settlement of the above runs have been kindly placed by the County authorities in our hands for publication, and are requested to state that sketches of the proposed modes of survey are to be seen at the County Office, Clyde ; a tracing of the Moutere run is also to be seen at the office of this paper. <box>11 683 186 756</box>
sale-heading: SALE BY AUCTION. <box>526 68 641 79</box>
fache-items: A Valuable Coal Mine, (comprising 2 Leases adjoining of 2 acres each) fully opened up, and possessed with every convenience for carrying on a large business. An Agricultural Lease, adjoining the above, securely and substantially fenced in, and planted with Fruit and Forest Trees. Freehold Section, Town of Clyde, and dwelling-house thereon. Water-race, worth sound; right of 3 heads of water from the Fraser River. Horse and Dray. Lot of Fencing Standards and Wire, blue-gum and other timber, Corrugated Iron, Rich-mond and Chandler Chaff Cutter, and a Lot of other Property and Effects. The Auctioneer in drawing the attention of Capitalists to this Sale does so in the full assurance that the property is one of the best in the up-country districts, and that with the most ordinary care in its management will pay handsome returns for any outlay. The property is within three miles of Clyde, and in the midst of the ever increasing population on the Clyde Commonage. The coal is of any extent, and what may fairly be termed a mountain of coal. It is easily wrought, and, by a certificate under the hands of the whole of the leading men in the town and district is pronounced the best in the district. Besides the coal the property possesses an unlimited quantity of clay for brickmaking and pottery purposes; also the real fire-clay in any quantity. For bricks, drain-pipes and pottery there is an unlimited demand in the surrounding districts, and this industry, combined with that of coal mining cannot but be a fortune. Parties desirous of obtaining further particulars of any of the Property can obtain the same on application, either personally or by letter to <box>665 168 812 638</box>
cricket-text: The Australian Eleven played against an American Eighteen, their first innings closing for 74. The first innings of the Americans closed for 63. The second innings of the New York Eighteen closed for 93 runs. The game was won by the Australians. PHILADELPHIA, October 5. The Australians are playing here to day against an Eleven of the Germantown Club. The first innings of the Philadelphians closed for 105, and that of the Australians for 150. Philadelphia made only 32 in their second innings; and when the stumps were drawn, Australia had lost five wickets for 36 runs. The match was therefore drawn. <box>355 1184 502 1348</box>
oilskin-coats: OILSKIN COATS, <box>1008 203 1080 235</box>
disclaimer: [We do not hold ourselves responsible for opinions expressed by correspondents.] <box>199 58 342 86</box>
table-row: Lyttelton 1 10 1 0 <box>823 130 974 139</box>
ladies: LADIES' <box>1028 752 1060 762</box>
letter1-date: Wellington, 11th October, 1878. <box>38 757 159 767</box>
note-auctioneer: JAMES SAMSON, Auctioneer. <box>542 1008 654 1018</box>
column-4: TO MINERS, FARMERS, SPECULATORS, AND OTHERS. —o— SALE BY AUCTION. —o— WEDNESDAY, NOVEMBER 6th, 1878. JAMES SAMSON, instructed by Messrs J. and G. Mellor, Storekeepers, Newtown, will sell by Public Auction, in lots to suit purchasers, on the above date, at Devonshire and Tinkers Gullies, all that Valuable Property comprising— DWELLINGS, HOUSES, STABLE, WATER DAM, TIMBER, MINING TOOLS, BLACKSMITH'S TOOLS, WAGGONETTE, HARNESS, BILLIARD TABLE, SECOND-HAND IRON AND TIMBER, AND HORSES—WELL-BRED. Sale will commence sharp at 11 o'clock, at Devonshire Gully, as follows :— 2 Dwelling-houses and Gardens, 1 Sod and Iron Stable. 800 Feet of Rails, 10 feet long and upwards. 120 3-feet Sleepers. 100 Feet of Slabs, assorted lengths. 90 5ft. Rails, 3x2 63 Poles, 6in. diameter. 8 Cap Pieces, 8ft. each. 3 Turn-tables 2 long Planks, in good order. A large lot of Timber and Iron. Blacksmith's Forge, Bellows and Tools. A large lot of Mining Tools, Truck, Shovels, Picks, Sluice-boxes, Sluice-forks, Wheelbarrows, &c. 1 large Water Dam. 3 Gallons Castor Oil, &c. After disposing of the above, the Auctioneer will resume the Sale at Tinker's Gully the same day, as near to 2 o'clock as possible, commencing with the Sale of Horses as follows :— 1 black Horse, 7yrs, quiet, sound and staunch for any kind of harness—a better was never yoked for tunnel work. 1 Bay Mare, Merrylegs, in foal by Haroun. 1 One-year-old Colt, by Caliph, dam Merrylegs. 2 Two-year-old Colts, by Chanticleer. 1 Bay Colt, Spark, aged 5yrs, quiet, sound, and a good roadster. 1 Grey Mare, aged 6yrs, quiet, sound, and in foal. 1 Bay Mare with Foal at foot by Caliph. 1 Chestnut Mare, 4yrs old, quiet and good in side saddle. 1 Two-year-old Filly, by Caliph. 1 One-year-old Filly, by Send. 1 Black Horse, aged, splendid stock horse, quiet for side saddle. 1 Waggonette, with Pole and Shafts. 1 Billiard Table, with Cues and all requisites for Billiards. Saddles, Bridles, Harness, etc., etc., also 1 House and Garden, situated in Yankee Flat, and lately occupied by Mr J. Smeaton. 1 Sod Hut, iron roof and garden, situated in Smoker's Gully, known as Tom Vesey's. The Auctioneer would recommend parties requiring cheap Timber, Mining Tools, &c., to be at Devonshire Gully, sharp at 11 o'clock on Wednesday, November 6, 1878. Messrs J. and G. Mellor having disposed of their Tinker's Claim, the Lots above enumerated must be sold without reserve. Note the day of Sale :— WEDNESDAY, NOV. 6, 1878. JAMES SAMSON, Auctioneer. WANTED an intelligent lad to learn the Printing business. Apply—Office of this Paper. PRINTED Forms of Application for all Licenses under the Vincent County Bye Laws, regulating Hawking, Slaughtering and Depasturing to be had at the Office of this Paper. Price, 1s. each. WANTED KNOWN the DUNSTAN TIMES has an published with it weekly a Fourteen-Column Supplement, containing readable matter suitable to all classes and sections of the community. <box>508 26 660 1496</box>
telegraphic-body: The British Government are massing troops on the frontier of Afghanistan, in case it should be found necessary to undertake a march to Cabul. The mission to the Ameer has been abandoned. Orders have been given to concentrate at Quettah with a view of making an immediate advance to Kandahar. <box>355 372 502 455</box>
merry-king-text: WILL Travel the districts of Dunstan, Manuherikia, Spottgrass Flat, Teviot, and Mount Benger. MERRY KING is by the renowned sire "Ten King," by "King Tom," out of "Defiance," by "Defence," out of "Ecstasy," imported to Canterbury by Messrs Harris and Innes. MERRY KING out of "Merrimac," (said to be the best dam in the Province in her day) by "Van Tromp," imported by Mr M'Pherson to Clyde Land. MERRY KING stands 16 hands high, is a bright chestnut, is possessed of great power and symmetry, and has proved a sure foal getter in the Oamaru, Tokomairiro and Teviot Districts. A good grass paddock at the Teviot for the accommodation of mares, provided free of charge, but without responsibility. Mares taken delivery of in any part of the above district, and returned free of charge, without responsibility. Note.—All Mares tried by MERRY KING to be considered as served, and the owners will be responsible for the service fees, unless otherwise agreed for. TERMS, £3 3s. Groomage 5s. <box>823 952 974 1215</box>
